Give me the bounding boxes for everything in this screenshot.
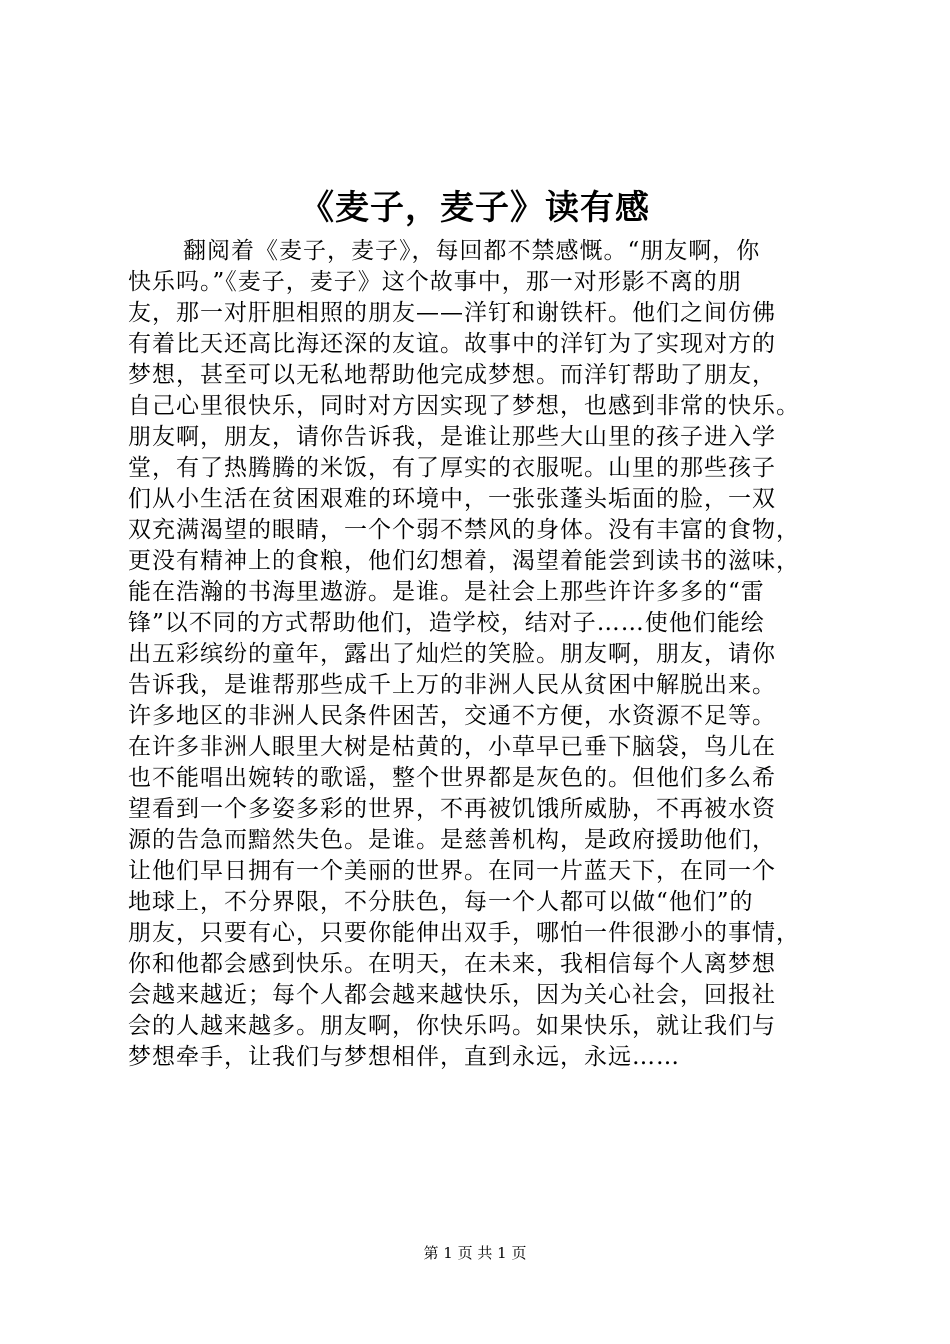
body-line: 也不能唱出婉转的歌谣，整个世界都是灰色的。但他们多么希 (128, 765, 776, 791)
body-line: 源的告急而黯然失色。是谁。是慈善机构，是政府援助他们， (128, 827, 776, 853)
body-paragraph (128, 236, 832, 1073)
body-line: 让他们早日拥有一个美丽的世界。在同一片蓝天下，在同一个 (128, 858, 776, 884)
body-line: 友，那一对肝胆相照的朋友——洋钉和谢铁杆。他们之间仿佛 (128, 300, 776, 326)
body-line: 在许多非洲人眼里大树是枯黄的，小草早已垂下脑袋，鸟儿在 (128, 734, 776, 760)
body-line: 朋友，只要有心，只要你能伸出双手，哪怕一件很渺小的事情， (128, 920, 800, 946)
body-line: 们从小生活在贫困艰难的环境中，一张张蓬头垢面的脸，一双 (128, 486, 776, 512)
body-line: 翻阅着《麦子，麦子》，每回都不禁感慨。“朋友啊，你 (183, 238, 761, 264)
page-number-footer: 第 1 页 共 1 页 (423, 1244, 527, 1262)
body-line: 有着比天还高比海还深的友谊。故事中的洋钉为了实现对方的 (128, 331, 776, 357)
body-line: 锋”以不同的方式帮助他们，造学校，结对子……使他们能绘 (128, 610, 765, 636)
body-line: 梦想牵手，让我们与梦想相伴，直到永远，永远…… (128, 1044, 680, 1070)
body-line: 出五彩缤纷的童年，露出了灿烂的笑脸。朋友啊，朋友，请你 (128, 641, 776, 667)
body-line: 你和他都会感到快乐。在明天，在未来，我相信每个人离梦想 (128, 951, 776, 977)
body-line: 快乐吗。”《麦子，麦子》这个故事中，那一对形影不离的朋 (128, 269, 742, 295)
body-line: 望看到一个多姿多彩的世界，不再被饥饿所威胁，不再被水资 (128, 796, 776, 822)
body-line: 自己心里很快乐，同时对方因实现了梦想，也感到非常的快乐。 (128, 393, 800, 419)
body-line: 告诉我，是谁帮那些成千上万的非洲人民从贫困中解脱出来。 (128, 672, 776, 698)
body-line: 更没有精神上的食粮，他们幻想着，渴望着能尝到读书的滋味， (128, 548, 800, 574)
body-line: 朋友啊，朋友，请你告诉我，是谁让那些大山里的孩子进入学 (128, 424, 776, 450)
body-line: 梦想，甚至可以无私地帮助他完成梦想。而洋钉帮助了朋友， (128, 362, 776, 388)
body-line: 能在浩瀚的书海里遨游。是谁。是社会上那些许许多多的“雷 (128, 579, 765, 605)
document-title: 《麦子，麦子》读有感 (300, 188, 650, 228)
body-line: 会越来越近；每个人都会越来越快乐，因为关心社会，回报社 (128, 982, 776, 1008)
body-line: 许多地区的非洲人民条件困苦，交通不方便，水资源不足等。 (128, 703, 776, 729)
body-line: 双充满渴望的眼睛，一个个弱不禁风的身体。没有丰富的食物， (128, 517, 800, 543)
body-line: 地球上，不分界限，不分肤色，每一个人都可以做“他们”的 (128, 889, 754, 915)
body-line: 堂，有了热腾腾的米饭，有了厚实的衣服呢。山里的那些孩子 (128, 455, 776, 481)
body-line: 会的人越来越多。朋友啊，你快乐吗。如果快乐，就让我们与 (128, 1013, 776, 1039)
